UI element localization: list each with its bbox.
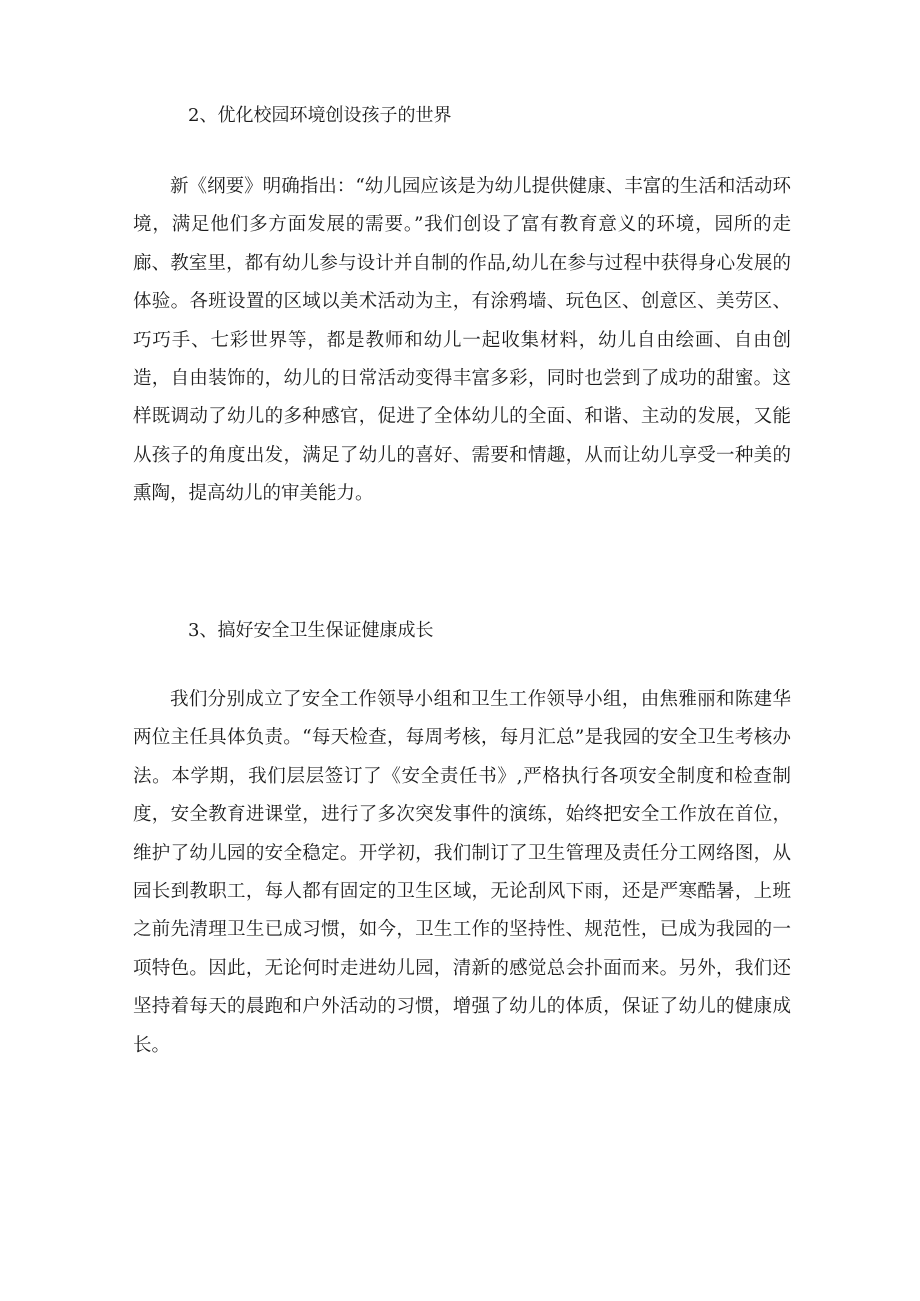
section-heading-2: 2、优化校园环境创设孩子的世界 <box>188 105 452 126</box>
section-heading-3: 3、搞好安全卫生保证健康成长 <box>188 620 434 641</box>
section-paragraph-3: 我们分别成立了安全工作领导小组和卫生工作领导小组，由焦雅丽和陈建华两位主任具体负责。“每天检查，每周考核，每月汇总”是我园的安全卫生考核办法。本学期，我们层层签订了《安全责任书》,严格执行各项安全制度和检查制度，安全教育进课堂，进行了多次突发事件的演练，始终把安全工作放在首位，维护了幼儿园的安全稳定。开学初，我们制订了卫生管理及责任分工网络图，从园长到教职工，每人都有固定的卫生区域，无论刮风下雨，还是严寒酷暑，上班之前先清理卫生已成习惯，如今，卫生工作的坚持性、规范性，已成为我园的一项特色。因此，无论何时走进幼儿园，清新的感觉总会扑面而来。另外，我们还坚持着每天的晨跑和户外活动的习惯，增强了幼儿的体质，保证了幼儿的健康成长。 <box>133 689 791 1056</box>
section-paragraph-2: 新《纲要》明确指出：“幼儿园应该是为幼儿提供健康、丰富的生活和活动环境，满足他们多方面发展的需要。”我们创设了富有教育意义的环境，园所的走廊、教室里，都有幼儿参与设计并自制的作品,幼儿在参与过程中获得身心发展的体验。各班设置的区域以美术活动为主，有涂鸦墙、玩色区、创意区、美劳区、巧巧手、七彩世界等，都是教师和幼儿一起收集材料，幼儿自由绘画、自由创造，自由装饰的，幼儿的日常活动变得丰富多彩，同时也尝到了成功的甜蜜。这样既调动了幼儿的多种感官，促进了全体幼儿的全面、和谐、主动的发展，又能从孩子的角度出发，满足了幼儿的喜好、需要和情趣，从而让幼儿享受一种美的熏陶，提高幼儿的审美能力。 <box>133 176 791 505</box>
